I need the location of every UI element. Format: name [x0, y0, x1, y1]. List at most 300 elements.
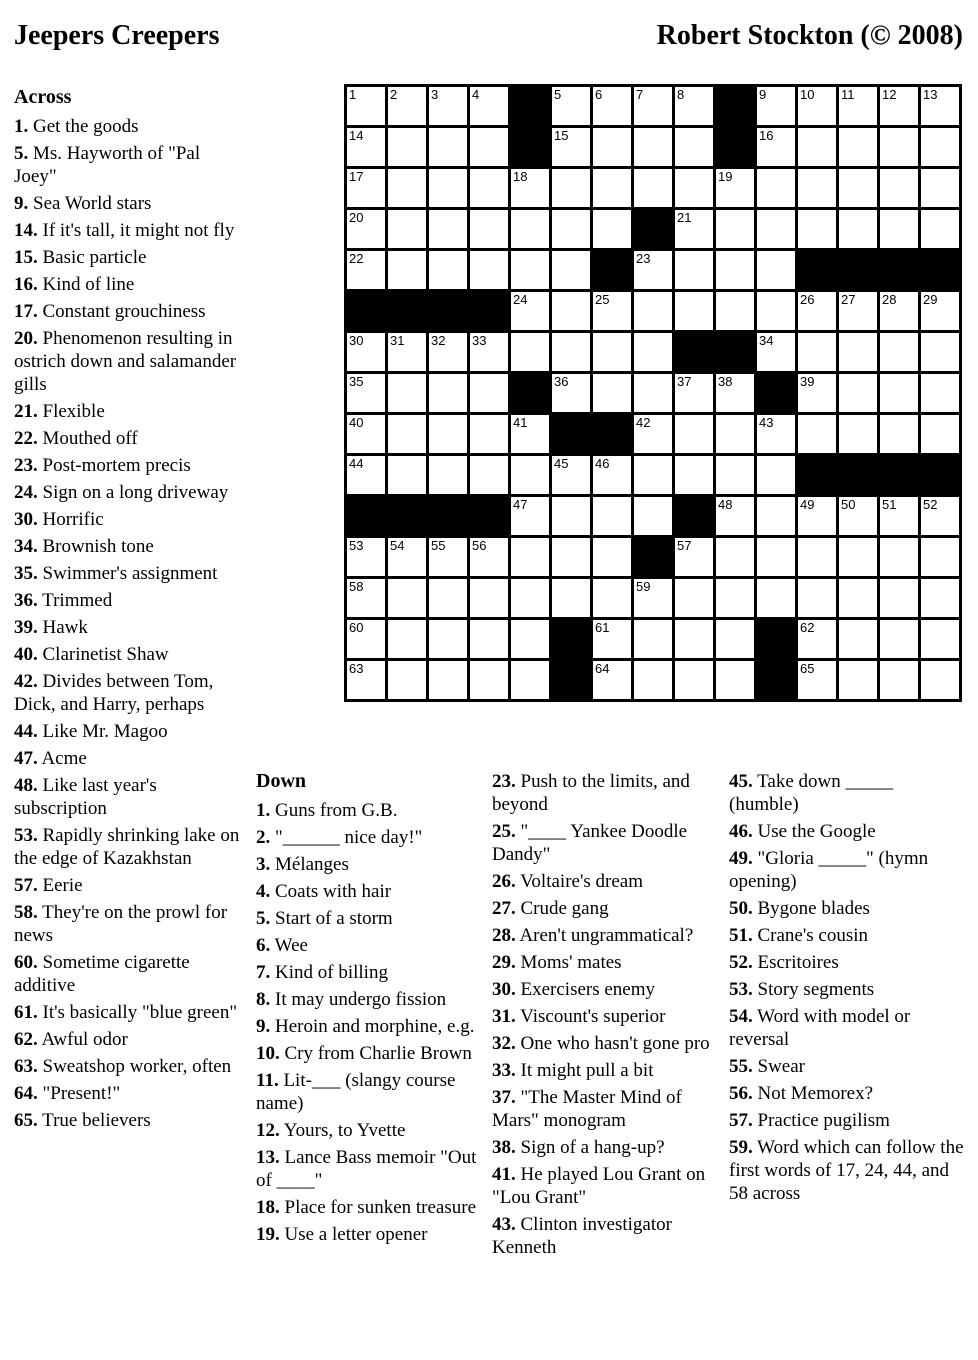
grid-cell[interactable] — [511, 661, 549, 699]
grid-cell[interactable] — [593, 87, 631, 125]
grid-cell[interactable] — [593, 661, 631, 699]
down-clue-41: 41. He played Lou Grant on "Lou Grant" — [492, 1164, 706, 1208]
down-clue-46: 46. Use the Google — [729, 821, 876, 842]
grid-cell[interactable] — [388, 579, 426, 617]
grid-cell[interactable] — [347, 579, 385, 617]
grid-cell[interactable] — [593, 620, 631, 658]
grid-cell[interactable] — [757, 87, 795, 125]
cell-number: 7 — [636, 87, 644, 102]
across-clue-58: 58. They're on the prowl for news — [14, 902, 228, 946]
grid-cell[interactable] — [388, 620, 426, 658]
grid-cell[interactable] — [552, 292, 590, 330]
across-clues-section — [14, 86, 243, 1136]
grid-cell[interactable] — [921, 210, 959, 248]
across-clue-62: 62. Awful odor — [14, 1029, 128, 1050]
across-clue-42: 42. Divides between Tom, Dick, and Harry, perhaps — [14, 671, 214, 715]
clue-number: 49. — [729, 848, 753, 869]
clue-number: 41. — [492, 1164, 516, 1185]
grid-cell[interactable] — [511, 210, 549, 248]
grid-cell[interactable] — [675, 456, 713, 494]
grid-cell[interactable] — [757, 169, 795, 207]
grid-cell[interactable] — [593, 292, 631, 330]
grid-cell-black — [675, 497, 713, 535]
grid-cell[interactable] — [798, 374, 836, 412]
grid-cell[interactable] — [921, 87, 959, 125]
grid-cell[interactable] — [757, 292, 795, 330]
grid-cell[interactable] — [839, 87, 877, 125]
grid-cell[interactable] — [757, 251, 795, 289]
clue-number: 13. — [256, 1147, 280, 1168]
grid-cell[interactable] — [921, 579, 959, 617]
grid-cell[interactable] — [798, 579, 836, 617]
across-clue-57: 57. Eerie — [14, 875, 83, 896]
grid-cell[interactable] — [675, 374, 713, 412]
down-clue-49: 49. "Gloria _____" (hymn opening) — [729, 848, 929, 892]
down-clue-54: 54. Word with model or reversal — [729, 1006, 911, 1050]
grid-cell[interactable] — [552, 497, 590, 535]
grid-cell[interactable] — [634, 497, 672, 535]
across-clue-20: 20. Phenomenon resulting in ostrich down and salamander gills — [14, 328, 237, 395]
across-clue-17: 17. Constant grouchiness — [14, 301, 206, 322]
grid-cell[interactable] — [347, 538, 385, 576]
across-clue-61: 61. It's basically "blue green" — [14, 1002, 238, 1023]
grid-cell[interactable] — [675, 169, 713, 207]
cell-number: 36 — [554, 374, 569, 389]
grid-cell[interactable] — [675, 210, 713, 248]
grid-cell[interactable] — [839, 333, 877, 371]
across-clue-47: 47. Acme — [14, 748, 87, 769]
down-clue-list-1 — [256, 799, 484, 1246]
grid-cell[interactable] — [839, 169, 877, 207]
down-clue-10: 10. Cry from Charlie Brown — [256, 1043, 472, 1064]
grid-cell[interactable] — [716, 456, 754, 494]
grid-cell[interactable] — [552, 251, 590, 289]
grid-cell[interactable] — [470, 456, 508, 494]
clue-number: 33. — [492, 1060, 516, 1081]
cell-number: 35 — [349, 374, 364, 389]
cell-number: 14 — [349, 128, 364, 143]
grid-cell[interactable] — [634, 620, 672, 658]
clue-number: 9. — [256, 1016, 271, 1037]
grid-cell[interactable] — [470, 661, 508, 699]
down-clue-25: 25. "____ Yankee Doodle Dandy" — [492, 821, 688, 865]
down-clue-55: 55. Swear — [729, 1056, 805, 1077]
grid-cell[interactable] — [880, 579, 918, 617]
grid-cell[interactable] — [839, 579, 877, 617]
grid-cell[interactable] — [921, 169, 959, 207]
grid-cell[interactable] — [675, 661, 713, 699]
grid-cell[interactable] — [347, 456, 385, 494]
grid-cell[interactable] — [388, 538, 426, 576]
grid-cell[interactable] — [839, 538, 877, 576]
cell-number: 11 — [841, 87, 855, 102]
down-clue-3: 3. Mélanges — [256, 854, 349, 875]
cell-number: 60 — [349, 620, 364, 635]
grid-cell[interactable] — [675, 620, 713, 658]
cell-number: 50 — [841, 497, 856, 512]
grid-cell[interactable] — [593, 210, 631, 248]
grid-cell[interactable] — [880, 87, 918, 125]
cell-number: 15 — [554, 128, 569, 143]
grid-cell[interactable] — [716, 538, 754, 576]
grid-cell-black — [880, 251, 918, 289]
clue-number: 26. — [492, 871, 516, 892]
grid-cell[interactable] — [552, 169, 590, 207]
down-clue-8: 8. It may undergo fission — [256, 989, 447, 1010]
grid-cell[interactable] — [921, 128, 959, 166]
grid-cell[interactable] — [880, 333, 918, 371]
cell-number: 37 — [677, 374, 692, 389]
clue-number: 2. — [256, 827, 271, 848]
down-clue-38: 38. Sign of a hang-up? — [492, 1137, 665, 1158]
grid-cell[interactable] — [429, 374, 467, 412]
down-clue-28: 28. Aren't ungrammatical? — [492, 925, 694, 946]
grid-cell-black — [593, 415, 631, 453]
grid-cell[interactable] — [429, 333, 467, 371]
down-clues-column-1 — [256, 770, 484, 1250]
grid-cell[interactable] — [470, 620, 508, 658]
grid-cell[interactable] — [757, 456, 795, 494]
grid-cell[interactable] — [675, 579, 713, 617]
clue-number: 55. — [729, 1056, 753, 1077]
grid-cell[interactable] — [634, 169, 672, 207]
grid-cell[interactable] — [839, 661, 877, 699]
grid-cell-black — [552, 661, 590, 699]
grid-cell[interactable] — [880, 415, 918, 453]
grid-cell[interactable] — [593, 456, 631, 494]
clue-number: 24. — [14, 482, 38, 503]
cell-number: 52 — [923, 497, 938, 512]
down-clue-51: 51. Crane's cousin — [729, 925, 869, 946]
grid-cell[interactable] — [388, 169, 426, 207]
across-clue-30: 30. Horrific — [14, 509, 104, 530]
grid-cell[interactable] — [634, 374, 672, 412]
grid-cell[interactable] — [798, 128, 836, 166]
grid-cell[interactable] — [388, 661, 426, 699]
grid-cell[interactable] — [511, 251, 549, 289]
grid-cell[interactable] — [634, 292, 672, 330]
clue-number: 12. — [256, 1120, 280, 1141]
grid-cell[interactable] — [347, 661, 385, 699]
down-clue-4: 4. Coats with hair — [256, 881, 392, 902]
grid-cell[interactable] — [511, 169, 549, 207]
grid-cell[interactable] — [347, 210, 385, 248]
grid-cell[interactable] — [880, 661, 918, 699]
grid-cell[interactable] — [347, 415, 385, 453]
grid-cell[interactable] — [675, 538, 713, 576]
grid-cell[interactable] — [429, 538, 467, 576]
grid-cell[interactable] — [921, 620, 959, 658]
grid-cell[interactable] — [757, 333, 795, 371]
grid-cell[interactable] — [921, 374, 959, 412]
grid-cell[interactable] — [757, 538, 795, 576]
grid-cell[interactable] — [798, 415, 836, 453]
cell-number: 13 — [923, 87, 938, 102]
page-title: Jeepers Creepers — [14, 20, 220, 51]
grid-cell[interactable] — [716, 579, 754, 617]
grid-cell[interactable] — [757, 128, 795, 166]
cell-number: 29 — [923, 292, 938, 307]
grid-cell[interactable] — [552, 128, 590, 166]
grid-cell[interactable] — [593, 374, 631, 412]
grid-cell[interactable] — [511, 333, 549, 371]
grid-cell[interactable] — [757, 579, 795, 617]
grid-cell[interactable] — [634, 579, 672, 617]
grid-cell[interactable] — [634, 415, 672, 453]
grid-cell[interactable] — [388, 87, 426, 125]
cell-number: 56 — [472, 538, 487, 553]
grid-cell[interactable] — [470, 128, 508, 166]
clue-number: 14. — [14, 220, 38, 241]
clue-number: 10. — [256, 1043, 280, 1064]
grid-cell[interactable] — [470, 415, 508, 453]
grid-cell[interactable] — [921, 538, 959, 576]
grid-cell[interactable] — [880, 497, 918, 535]
grid-cell[interactable] — [634, 87, 672, 125]
grid-cell-black — [716, 128, 754, 166]
cell-number: 64 — [595, 661, 610, 676]
grid-cell[interactable] — [470, 87, 508, 125]
clue-number: 6. — [256, 935, 271, 956]
grid-cell[interactable] — [921, 415, 959, 453]
down-clues-column-2 — [492, 770, 718, 1263]
grid-cell[interactable] — [839, 210, 877, 248]
grid-cell[interactable] — [880, 374, 918, 412]
grid-cell[interactable] — [798, 661, 836, 699]
clue-number: 46. — [729, 821, 753, 842]
grid-cell[interactable] — [388, 374, 426, 412]
grid-cell[interactable] — [593, 538, 631, 576]
grid-cell[interactable] — [552, 333, 590, 371]
grid-cell[interactable] — [511, 579, 549, 617]
grid-cell[interactable] — [388, 251, 426, 289]
grid-cell[interactable] — [593, 497, 631, 535]
clue-number: 21. — [14, 401, 38, 422]
grid-cell[interactable] — [429, 620, 467, 658]
grid-cell[interactable] — [716, 415, 754, 453]
grid-cell[interactable] — [634, 128, 672, 166]
grid-cell[interactable] — [839, 292, 877, 330]
grid-cell[interactable] — [675, 128, 713, 166]
grid-cell[interactable] — [716, 661, 754, 699]
grid-cell[interactable] — [798, 87, 836, 125]
grid-cell[interactable] — [470, 169, 508, 207]
grid-cell[interactable] — [552, 210, 590, 248]
grid-cell[interactable] — [839, 497, 877, 535]
grid-cell[interactable] — [429, 579, 467, 617]
clue-number: 32. — [492, 1033, 516, 1054]
grid-cell[interactable] — [347, 251, 385, 289]
grid-cell[interactable] — [552, 579, 590, 617]
grid-cell-black — [511, 87, 549, 125]
grid-cell[interactable] — [429, 87, 467, 125]
cell-number: 45 — [554, 456, 569, 471]
grid-cell[interactable] — [921, 661, 959, 699]
grid-cell[interactable] — [839, 128, 877, 166]
grid-cell[interactable] — [470, 210, 508, 248]
across-clue-list — [14, 115, 243, 1132]
grid-cell-black — [634, 538, 672, 576]
down-clue-57: 57. Practice pugilism — [729, 1110, 890, 1131]
grid-cell[interactable] — [347, 374, 385, 412]
across-clue-44: 44. Like Mr. Magoo — [14, 721, 168, 742]
down-clue-53: 53. Story segments — [729, 979, 875, 1000]
down-clue-12: 12. Yours, to Yvette — [256, 1120, 406, 1141]
grid-cell[interactable] — [880, 169, 918, 207]
clue-number: 62. — [14, 1029, 38, 1050]
across-clue-14: 14. If it's tall, it might not fly — [14, 220, 235, 241]
grid-cell[interactable] — [634, 333, 672, 371]
grid-cell[interactable] — [634, 661, 672, 699]
clue-number: 56. — [729, 1083, 753, 1104]
grid-cell[interactable] — [921, 497, 959, 535]
across-clue-35: 35. Swimmer's assignment — [14, 563, 218, 584]
grid-cell[interactable] — [470, 374, 508, 412]
grid-cell[interactable] — [839, 415, 877, 453]
grid-cell[interactable] — [347, 333, 385, 371]
grid-cell[interactable] — [880, 292, 918, 330]
grid-cell[interactable] — [675, 292, 713, 330]
grid-cell[interactable] — [798, 538, 836, 576]
grid-cell[interactable] — [470, 538, 508, 576]
across-clue-53: 53. Rapidly shrinking lake on the edge of Kazakhstan — [14, 825, 240, 869]
cell-number: 10 — [800, 87, 815, 102]
grid-cell[interactable] — [388, 456, 426, 494]
cell-number: 5 — [554, 87, 562, 102]
grid-cell[interactable] — [798, 292, 836, 330]
grid-cell[interactable] — [470, 251, 508, 289]
grid-cell[interactable] — [716, 169, 754, 207]
across-clue-39: 39. Hawk — [14, 617, 88, 638]
grid-cell[interactable] — [716, 292, 754, 330]
grid-cell-black — [634, 210, 672, 248]
grid-cell-black — [511, 374, 549, 412]
grid-cell-black — [552, 620, 590, 658]
grid-cell[interactable] — [716, 251, 754, 289]
grid-cell[interactable] — [347, 620, 385, 658]
across-clue-40: 40. Clarinetist Shaw — [14, 644, 169, 665]
grid-cell[interactable] — [593, 128, 631, 166]
clue-number: 30. — [14, 509, 38, 530]
grid-cell[interactable] — [675, 251, 713, 289]
grid-cell[interactable] — [798, 210, 836, 248]
grid-cell[interactable] — [757, 210, 795, 248]
grid-cell[interactable] — [716, 374, 754, 412]
down-clue-23: 23. Push to the limits, and beyond — [492, 771, 690, 815]
grid-cell[interactable] — [552, 87, 590, 125]
grid-cell[interactable] — [429, 210, 467, 248]
grid-cell[interactable] — [388, 128, 426, 166]
grid-cell[interactable] — [880, 538, 918, 576]
grid-cell[interactable] — [839, 620, 877, 658]
grid-cell[interactable] — [470, 579, 508, 617]
grid-cell[interactable] — [511, 497, 549, 535]
cell-number: 54 — [390, 538, 405, 553]
grid-cell[interactable] — [470, 333, 508, 371]
grid-cell[interactable] — [634, 456, 672, 494]
grid-cell-black — [839, 251, 877, 289]
grid-cell[interactable] — [593, 169, 631, 207]
grid-cell[interactable] — [593, 579, 631, 617]
grid-cell[interactable] — [552, 456, 590, 494]
across-clue-22: 22. Mouthed off — [14, 428, 138, 449]
grid-cell[interactable] — [798, 333, 836, 371]
across-clue-16: 16. Kind of line — [14, 274, 135, 295]
grid-cell[interactable] — [757, 497, 795, 535]
cell-number: 6 — [595, 87, 603, 102]
down-clue-5: 5. Start of a storm — [256, 908, 393, 929]
grid-cell[interactable] — [511, 456, 549, 494]
grid-cell[interactable] — [880, 210, 918, 248]
clue-number: 48. — [14, 775, 38, 796]
grid-cell[interactable] — [921, 333, 959, 371]
grid-cell-black — [798, 251, 836, 289]
down-clue-13: 13. Lance Bass memoir "Out of ____" — [256, 1147, 477, 1191]
grid-cell[interactable] — [552, 538, 590, 576]
grid-cell[interactable] — [798, 169, 836, 207]
grid-cell[interactable] — [388, 415, 426, 453]
down-clue-33: 33. It might pull a bit — [492, 1060, 654, 1081]
grid-cell[interactable] — [716, 497, 754, 535]
grid-cell[interactable] — [511, 538, 549, 576]
grid-cell[interactable] — [511, 415, 549, 453]
grid-cell[interactable] — [429, 415, 467, 453]
grid-cell[interactable] — [880, 620, 918, 658]
grid-cell[interactable] — [552, 374, 590, 412]
cell-number: 58 — [349, 579, 364, 594]
grid-cell[interactable] — [880, 128, 918, 166]
grid-cell[interactable] — [675, 415, 713, 453]
grid-cell[interactable] — [347, 169, 385, 207]
grid-cell[interactable] — [716, 210, 754, 248]
clue-number: 54. — [729, 1006, 753, 1027]
grid-cell[interactable] — [593, 333, 631, 371]
grid-cell[interactable] — [347, 87, 385, 125]
grid-cell-black — [757, 620, 795, 658]
grid-cell[interactable] — [921, 292, 959, 330]
grid-cell[interactable] — [798, 497, 836, 535]
clue-number: 1. — [256, 800, 271, 821]
across-clue-5: 5. Ms. Hayworth of "Pal Joey" — [14, 143, 201, 187]
grid-cell-black — [470, 292, 508, 330]
clue-number: 38. — [492, 1137, 516, 1158]
grid-cell[interactable] — [511, 620, 549, 658]
down-clue-37: 37. "The Master Mind of Mars" monogram — [492, 1087, 682, 1131]
grid-cell[interactable] — [839, 374, 877, 412]
grid-cell[interactable] — [798, 620, 836, 658]
grid-cell[interactable] — [388, 333, 426, 371]
grid-cell-black — [921, 456, 959, 494]
across-heading: Across — [14, 86, 72, 108]
grid-cell[interactable] — [511, 292, 549, 330]
down-clue-43: 43. Clinton investigator Kenneth — [492, 1214, 672, 1258]
grid-cell[interactable] — [429, 456, 467, 494]
grid-cell[interactable] — [429, 169, 467, 207]
grid-cell-black — [675, 333, 713, 371]
grid-cell[interactable] — [634, 251, 672, 289]
grid-cell[interactable] — [675, 87, 713, 125]
cell-number: 41 — [513, 415, 528, 430]
grid-cell[interactable] — [429, 128, 467, 166]
cell-number: 40 — [349, 415, 364, 430]
grid-cell[interactable] — [757, 415, 795, 453]
grid-cell[interactable] — [347, 128, 385, 166]
grid-cell[interactable] — [429, 661, 467, 699]
grid-cell[interactable] — [716, 620, 754, 658]
grid-cell[interactable] — [388, 210, 426, 248]
across-clue-24: 24. Sign on a long driveway — [14, 482, 229, 503]
grid-cell[interactable] — [429, 251, 467, 289]
